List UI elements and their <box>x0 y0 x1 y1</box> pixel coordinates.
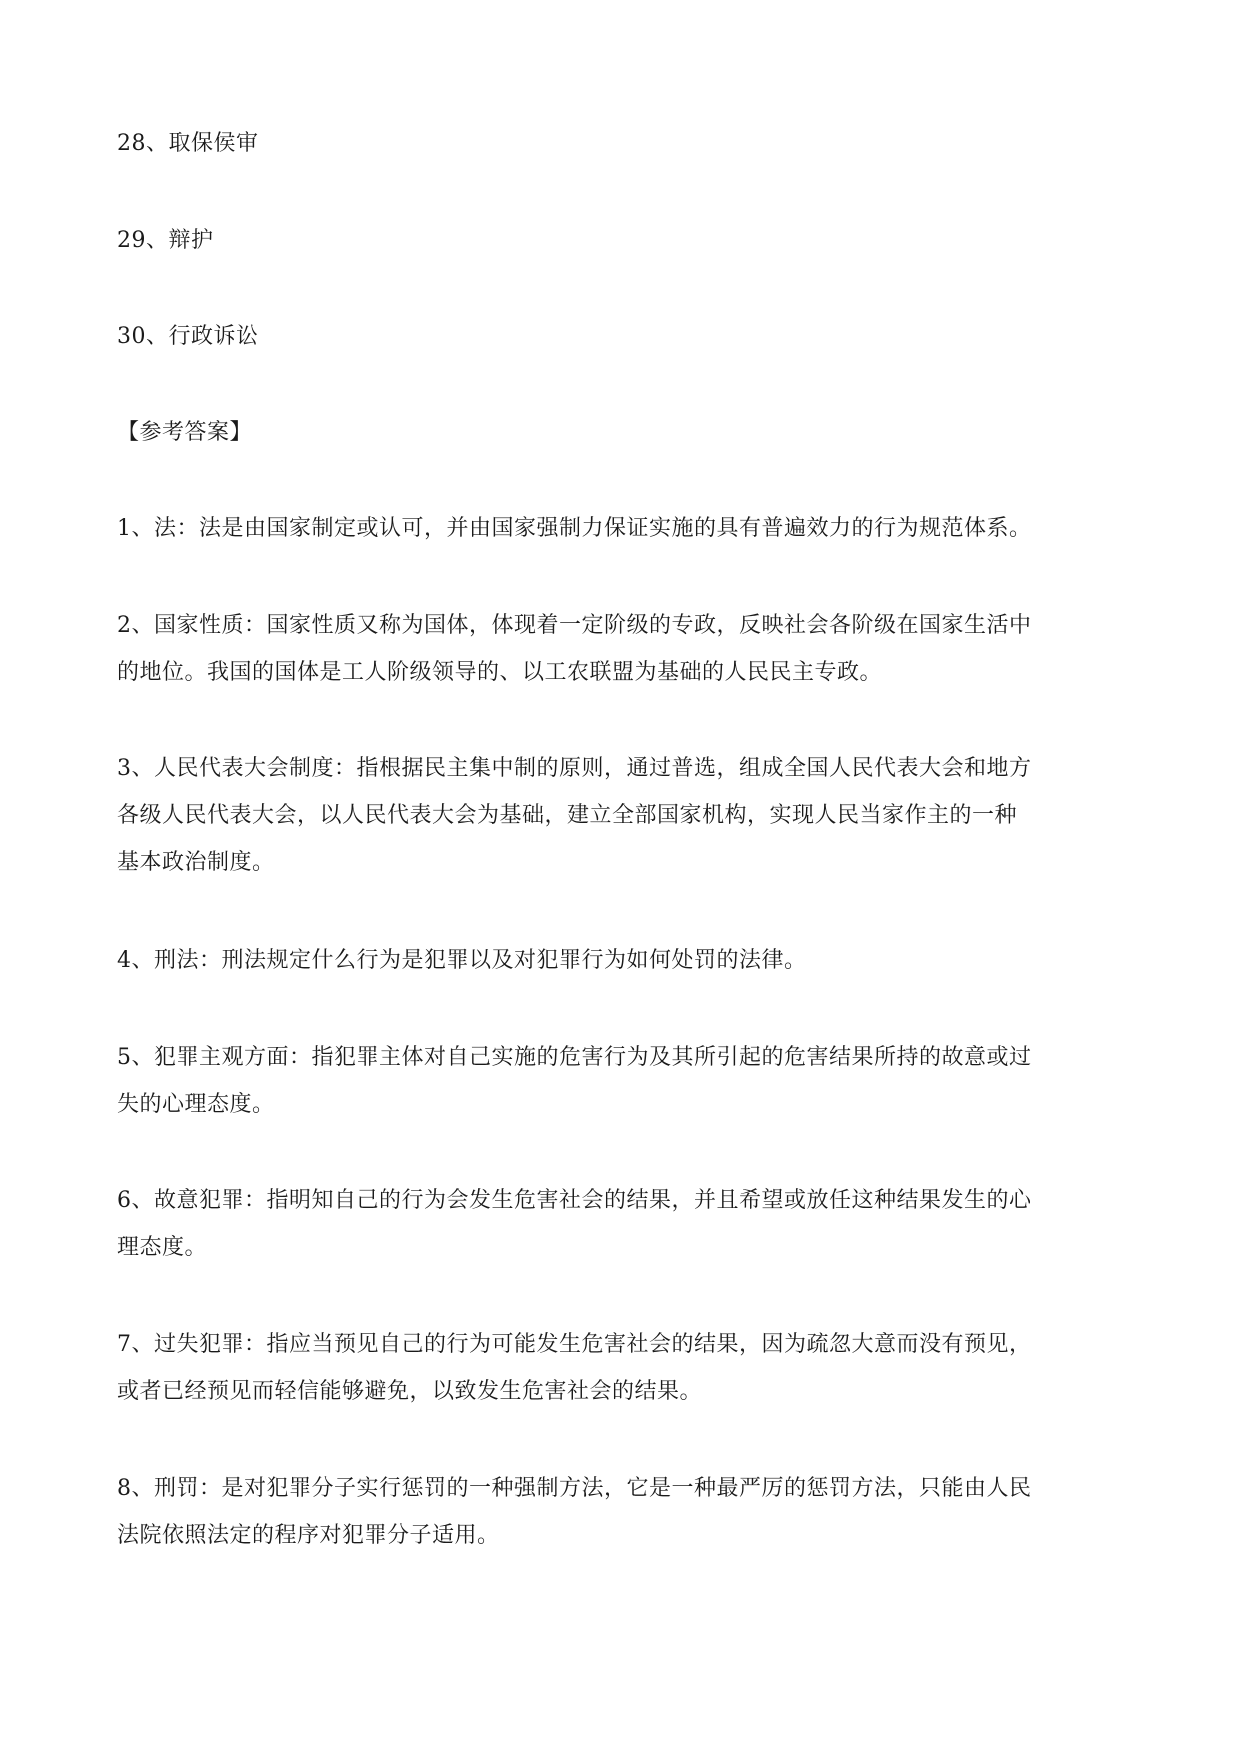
answer-row: 法院依照法定的程序对犯罪分子适用。 <box>117 1523 500 1548</box>
answer-2 <box>117 602 1127 696</box>
answer-4 <box>117 937 1127 984</box>
question-29: 29、辩护 <box>117 228 214 253</box>
answer-row: 的地位。我国的国体是工人阶级领导的、以工农联盟为基础的人民民主专政。 <box>117 660 883 685</box>
answer-7 <box>117 1321 1127 1415</box>
answer-row: 1、法：法是由国家制定或认可，并由国家强制力保证实施的具有普遍效力的行为规范体系。 <box>117 516 1032 541</box>
answer-heading: 【参考答案】 <box>117 420 253 445</box>
answer-3 <box>117 745 1127 886</box>
answer-row: 3、人民代表大会制度：指根据民主集中制的原则，通过普选，组成全国人民代表大会和地方 <box>117 756 1032 781</box>
answer-1 <box>117 505 1127 552</box>
question-30: 30、行政诉讼 <box>117 324 259 349</box>
answer-8 <box>117 1465 1127 1559</box>
answer-row: 2、国家性质：国家性质又称为国体，体现着一定阶级的专政，反映社会各阶级在国家生活中 <box>117 613 1032 638</box>
answer-5 <box>117 1034 1127 1128</box>
answer-row: 8、刑罚：是对犯罪分子实行惩罚的一种强制方法，它是一种最严厉的惩罚方法，只能由人民 <box>117 1476 1032 1501</box>
answer-row: 失的心理态度。 <box>117 1092 275 1117</box>
answer-row: 基本政治制度。 <box>117 850 275 875</box>
answer-6 <box>117 1177 1127 1271</box>
answer-row: 各级人民代表大会，以人民代表大会为基础，建立全部国家机构，实现人民当家作主的一种 <box>117 803 1018 828</box>
question-28: 28、取保侯审 <box>117 131 259 156</box>
answer-row: 7、过失犯罪：指应当预见自己的行为可能发生危害社会的结果，因为疏忽大意而没有预见， <box>117 1332 1032 1357</box>
answer-row: 理态度。 <box>117 1235 208 1260</box>
answer-row: 4、刑法：刑法规定什么行为是犯罪以及对犯罪行为如何处罚的法律。 <box>117 948 807 973</box>
answer-row: 5、犯罪主观方面：指犯罪主体对自己实施的危害行为及其所引起的危害结果所持的故意或过 <box>117 1045 1032 1070</box>
answer-row: 6、故意犯罪：指明知自己的行为会发生危害社会的结果，并且希望或放任这种结果发生的心 <box>117 1188 1032 1213</box>
answer-row: 或者已经预见而轻信能够避免，以致发生危害社会的结果。 <box>117 1379 703 1404</box>
